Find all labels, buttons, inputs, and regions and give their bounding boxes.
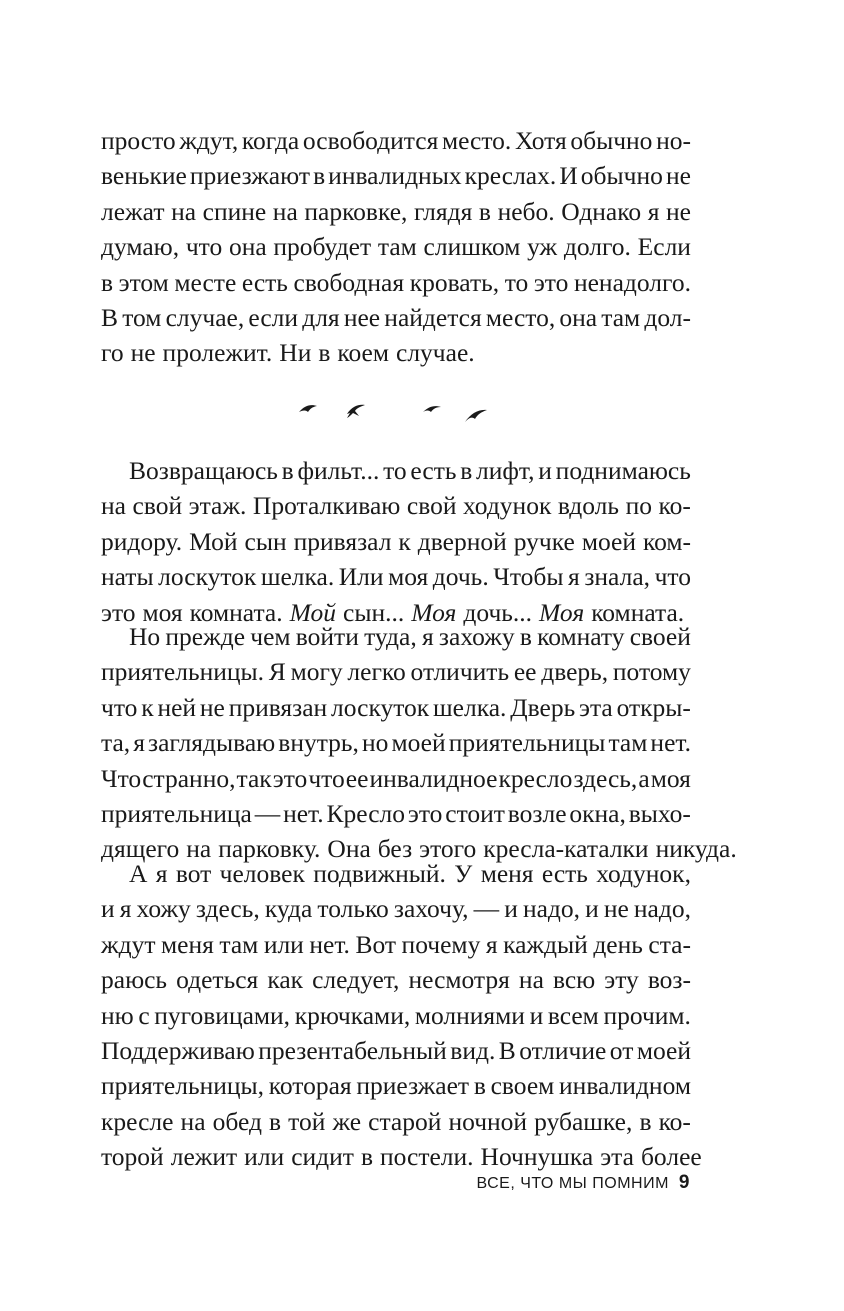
text-line: [101, 927, 691, 962]
word: отличить: [410, 657, 510, 687]
word: Мой: [289, 597, 336, 627]
word: в: [269, 1106, 282, 1136]
word: Возвращаюсь: [129, 456, 278, 485]
word: ко-: [658, 1106, 691, 1136]
text-line: [101, 1104, 691, 1139]
word: так: [236, 763, 272, 793]
text-line: [101, 229, 691, 264]
bird-4-icon: [465, 410, 487, 422]
word: сын...: [343, 597, 405, 627]
word: Если: [637, 232, 691, 262]
text-line: [101, 796, 691, 831]
word: и: [529, 1000, 544, 1030]
word: этого: [419, 834, 477, 864]
word: этом: [118, 267, 169, 297]
word: это: [272, 763, 308, 793]
word: я: [133, 728, 145, 758]
word: комнату: [537, 622, 625, 651]
word: Ни: [279, 338, 312, 368]
word: всю: [552, 965, 596, 995]
word: ждут: [101, 929, 156, 959]
word: Я: [268, 657, 286, 687]
word: ком-: [642, 526, 691, 556]
word: лежат: [101, 196, 165, 226]
word: к: [141, 692, 154, 722]
text-line: [101, 891, 691, 926]
word: стоит: [445, 798, 505, 828]
word: Хотя: [514, 126, 567, 155]
word: обед: [212, 1106, 262, 1136]
word: лежит: [170, 1142, 238, 1172]
word: раюсь: [101, 965, 168, 995]
word: и: [538, 456, 552, 485]
word: глядя: [414, 196, 473, 226]
text-line: [101, 335, 691, 370]
word: на: [101, 491, 126, 521]
word: она: [228, 232, 267, 262]
word: В: [498, 1035, 516, 1065]
text-line: [101, 856, 691, 891]
word: вот: [175, 859, 212, 888]
word: захожу: [438, 622, 515, 651]
word: а: [638, 763, 650, 793]
page-number: 9: [678, 1172, 690, 1193]
word: легко: [347, 657, 406, 687]
word: ню: [101, 1000, 134, 1030]
word: выхо-: [628, 798, 691, 828]
word: парковке,: [304, 196, 408, 226]
word: Моя: [411, 597, 457, 627]
word: В: [101, 302, 119, 332]
word: поднимаюсь: [555, 456, 691, 485]
word: та,: [101, 728, 131, 758]
text-line: [101, 962, 691, 997]
word: к: [398, 526, 411, 556]
word: есть: [241, 267, 288, 297]
word: этаж.: [188, 491, 247, 521]
word: в: [360, 1142, 373, 1172]
word: там: [608, 728, 648, 758]
text-line: [101, 690, 691, 725]
text-line: [101, 1068, 691, 1103]
word: привязал: [293, 526, 392, 556]
text-line: [101, 265, 691, 300]
birds-ornament-icon: [295, 398, 495, 428]
word: моей: [581, 526, 636, 556]
word: ручке: [513, 526, 575, 556]
text-line: [101, 194, 691, 229]
word: Поддерживаю: [101, 1035, 255, 1065]
word: как: [267, 965, 304, 995]
word: торой: [101, 1142, 164, 1172]
word: Мой: [189, 526, 238, 556]
word: вдоль: [557, 491, 620, 521]
word: инвалидное: [369, 763, 498, 793]
word: там: [601, 302, 641, 332]
word: почему: [401, 929, 481, 959]
word: шелка.: [433, 692, 507, 722]
word: подвижный.: [313, 859, 446, 888]
word: презентабельный: [258, 1035, 447, 1065]
word: Дверь: [510, 692, 576, 722]
word: на: [272, 196, 298, 226]
word: что: [185, 232, 223, 262]
word: Но: [129, 622, 161, 651]
word: никуда.: [655, 834, 737, 864]
word: день: [593, 929, 643, 959]
word: одеться: [176, 965, 259, 995]
word: дочь.: [432, 562, 489, 592]
word: Однако: [561, 196, 642, 226]
word: лоскуток: [158, 562, 257, 592]
word: дол-: [644, 302, 691, 332]
word: в: [318, 338, 331, 368]
word: дящего: [101, 834, 180, 864]
word: что: [654, 562, 691, 592]
word: или: [244, 1142, 285, 1172]
word: в: [313, 161, 326, 191]
word: думаю,: [101, 232, 180, 262]
word: я: [155, 859, 168, 888]
word: же: [332, 1106, 362, 1136]
word: свободная: [293, 267, 405, 297]
word: постели.: [379, 1142, 474, 1172]
word: на: [518, 965, 544, 995]
word: Проталкиваю: [252, 491, 401, 521]
word: ней: [157, 692, 197, 722]
word: привязан: [228, 692, 328, 722]
word: шелка.: [260, 562, 335, 592]
word: по: [625, 491, 652, 521]
text-line: [101, 453, 691, 488]
word: что: [101, 692, 138, 722]
word: обычно: [570, 126, 653, 155]
word: той: [288, 1106, 326, 1136]
text-line: [101, 158, 691, 193]
word: моя: [142, 597, 183, 627]
word: меня: [161, 929, 214, 959]
word: случае,: [165, 302, 245, 332]
word: приезжают: [189, 161, 310, 191]
word: следует,: [312, 965, 400, 995]
word: не: [603, 894, 629, 924]
word: эта: [579, 692, 613, 722]
word: дочь...: [463, 597, 533, 627]
word: и: [101, 894, 115, 924]
word: отличие: [519, 1035, 607, 1065]
word: это: [101, 597, 136, 627]
word: У: [454, 859, 473, 888]
word: когда: [241, 126, 300, 155]
word: от: [609, 1035, 634, 1065]
word: или: [263, 929, 304, 959]
word: каждый: [503, 929, 588, 959]
word: надо,: [633, 894, 691, 924]
word: И: [559, 161, 578, 191]
word: пуговицами,: [154, 1000, 291, 1030]
word: ее: [345, 763, 369, 793]
word: Вот: [355, 929, 397, 959]
word: надо,: [522, 894, 581, 924]
word: моей: [391, 728, 446, 758]
word: коем: [337, 338, 390, 368]
word: долго.: [563, 232, 631, 262]
word: но: [362, 728, 389, 758]
word: том: [122, 302, 162, 332]
word: она: [559, 302, 598, 332]
word: то: [504, 267, 529, 297]
word: Что: [101, 763, 142, 793]
word: несмотря: [408, 965, 510, 995]
word: я: [119, 894, 132, 924]
word: то: [383, 456, 407, 485]
word: обычно: [580, 161, 663, 191]
word: в: [281, 456, 294, 485]
word: в: [478, 196, 491, 226]
word: хожу: [136, 894, 191, 924]
text-line: [101, 123, 691, 158]
word: креслах.: [464, 161, 557, 191]
word: для: [302, 302, 340, 332]
word: пролежит.: [162, 338, 273, 368]
word: прежде: [165, 622, 246, 651]
word: свой: [406, 491, 457, 521]
word: нет.: [309, 929, 350, 959]
word: только: [317, 894, 389, 924]
text-line: [101, 1033, 691, 1068]
word: кресле: [101, 1106, 174, 1136]
word: воз-: [647, 965, 691, 995]
word: окна,: [569, 798, 626, 828]
word: странно,: [142, 763, 236, 793]
word: в: [519, 622, 532, 651]
word: рубашке,: [534, 1106, 633, 1136]
word: я: [421, 622, 434, 651]
word: не: [666, 196, 691, 226]
running-title: ВСЕ, ЧТО МЫ ПОМНИМ: [476, 1175, 669, 1192]
word: месте: [174, 267, 237, 297]
word: на: [180, 1106, 206, 1136]
bird-3-icon: [423, 406, 441, 412]
word: откры-: [616, 692, 691, 722]
word: ридору.: [101, 526, 183, 556]
word: приезжает: [356, 1071, 470, 1101]
word: случае.: [396, 338, 475, 368]
word: ненадолго.: [573, 267, 691, 297]
bird-1-icon: [299, 405, 317, 412]
word: я: [647, 196, 660, 226]
word: крючками,: [294, 1000, 411, 1030]
word: войти: [295, 622, 359, 651]
word: найдется: [384, 302, 482, 332]
word: комната.: [591, 597, 685, 627]
word: что: [308, 763, 345, 793]
word: меня: [480, 859, 534, 888]
word: не: [130, 338, 156, 368]
word: Моя: [539, 597, 585, 627]
word: старой: [368, 1106, 442, 1136]
word: приятельницы: [448, 728, 606, 758]
word: ее: [513, 657, 537, 687]
word: здесь,: [573, 763, 638, 793]
word: сын: [244, 526, 287, 556]
text-line: [101, 524, 691, 559]
word: ночной: [448, 1106, 528, 1136]
word: не: [665, 161, 691, 191]
paragraph-2: [101, 453, 691, 630]
word: но-: [656, 126, 691, 155]
word: сидит: [291, 1142, 354, 1172]
word: свой: [132, 491, 183, 521]
word: моей: [636, 1035, 691, 1065]
word: захочу,: [393, 894, 469, 924]
page-footer: [476, 1168, 690, 1198]
word: Кресло: [326, 798, 406, 828]
word: я: [485, 929, 498, 959]
word: внутрь,: [278, 728, 359, 758]
word: эту: [604, 965, 639, 995]
word: эта: [600, 1142, 634, 1172]
word: на: [186, 834, 212, 864]
word: кресло: [498, 763, 573, 793]
word: ста-: [648, 929, 691, 959]
word: всем: [547, 1000, 599, 1030]
word: —: [473, 894, 500, 924]
word: ждут,: [179, 126, 239, 155]
word: человек: [219, 859, 305, 888]
word: куда: [264, 894, 313, 924]
word: в: [460, 456, 473, 485]
word: возле: [507, 798, 567, 828]
word: нет.: [283, 798, 324, 828]
text-line: [101, 559, 691, 594]
word: просто: [101, 126, 176, 155]
word: я: [568, 562, 580, 592]
word: там: [377, 232, 417, 262]
word: Или: [338, 562, 384, 592]
word: лоскуток: [331, 692, 430, 722]
text-line: [101, 725, 691, 760]
word: которая: [268, 1071, 352, 1101]
word: дверь,: [541, 657, 609, 687]
word: если: [248, 302, 299, 332]
word: ходунок,: [596, 859, 691, 888]
word: и: [504, 894, 518, 924]
word: нет.: [650, 728, 691, 758]
word: Чтобы: [493, 562, 564, 592]
word: заглядываю: [148, 728, 276, 758]
word: знала,: [584, 562, 651, 592]
word: кровать,: [409, 267, 500, 297]
text-line: [101, 300, 691, 335]
word: лифт,: [476, 456, 535, 485]
word: могу: [290, 657, 343, 687]
word: в: [639, 1106, 652, 1136]
word: есть: [541, 859, 588, 888]
word: Ночнушка: [480, 1142, 594, 1172]
bird-2-icon: [347, 405, 365, 418]
word: моя: [650, 763, 691, 793]
word: не: [199, 692, 225, 722]
word: на: [171, 196, 197, 226]
word: и: [585, 894, 599, 924]
paragraph-3: [101, 619, 737, 867]
word: наты: [101, 562, 154, 592]
word: освободится: [302, 126, 439, 155]
word: А: [129, 859, 148, 888]
word: слишком: [423, 232, 521, 262]
word: фильт...: [297, 456, 380, 485]
word: это: [407, 798, 443, 828]
word: место.: [441, 126, 512, 155]
word: ходунок: [463, 491, 552, 521]
word: инвалидных: [328, 161, 462, 191]
word: более: [640, 1142, 702, 1172]
word: спине: [202, 196, 267, 226]
word: венькие: [101, 161, 187, 191]
paragraph-1: [101, 123, 691, 371]
word: вид.: [450, 1035, 496, 1065]
word: без: [377, 834, 413, 864]
word: приятельница: [101, 798, 252, 828]
word: —: [254, 798, 281, 828]
text-line: [101, 619, 691, 654]
word: моя: [388, 562, 429, 592]
word: здесь,: [195, 894, 260, 924]
word: нее: [343, 302, 381, 332]
word: в: [101, 267, 114, 297]
word: Она: [327, 834, 371, 864]
word: инвалидном: [559, 1071, 691, 1101]
word: го: [101, 338, 124, 368]
word: своем: [490, 1071, 555, 1101]
word: приятельницы.: [101, 657, 265, 687]
word: дверной: [417, 526, 507, 556]
word: потому: [612, 657, 691, 687]
word: там: [219, 929, 259, 959]
text-line: [101, 761, 691, 796]
word: место,: [485, 302, 556, 332]
paragraph-4: [101, 856, 702, 1175]
word: уж: [527, 232, 558, 262]
text-line: [101, 488, 691, 523]
word: есть: [410, 456, 457, 485]
word: туда,: [364, 622, 417, 651]
word: чем: [250, 622, 291, 651]
word: прочим.: [603, 1000, 691, 1030]
word: небо.: [497, 196, 555, 226]
word: кресла-каталки: [483, 834, 649, 864]
word: парковку.: [218, 834, 321, 864]
word: пробудет: [273, 232, 372, 262]
word: это: [533, 267, 569, 297]
text-line: [101, 998, 691, 1033]
word: приятельницы,: [101, 1071, 265, 1101]
word: молниями: [414, 1000, 525, 1030]
word: своей: [629, 622, 691, 651]
word: с: [138, 1000, 150, 1030]
text-line: [101, 654, 691, 689]
word: комната.: [189, 597, 283, 627]
word: в: [473, 1071, 486, 1101]
word: ко-: [658, 491, 691, 521]
